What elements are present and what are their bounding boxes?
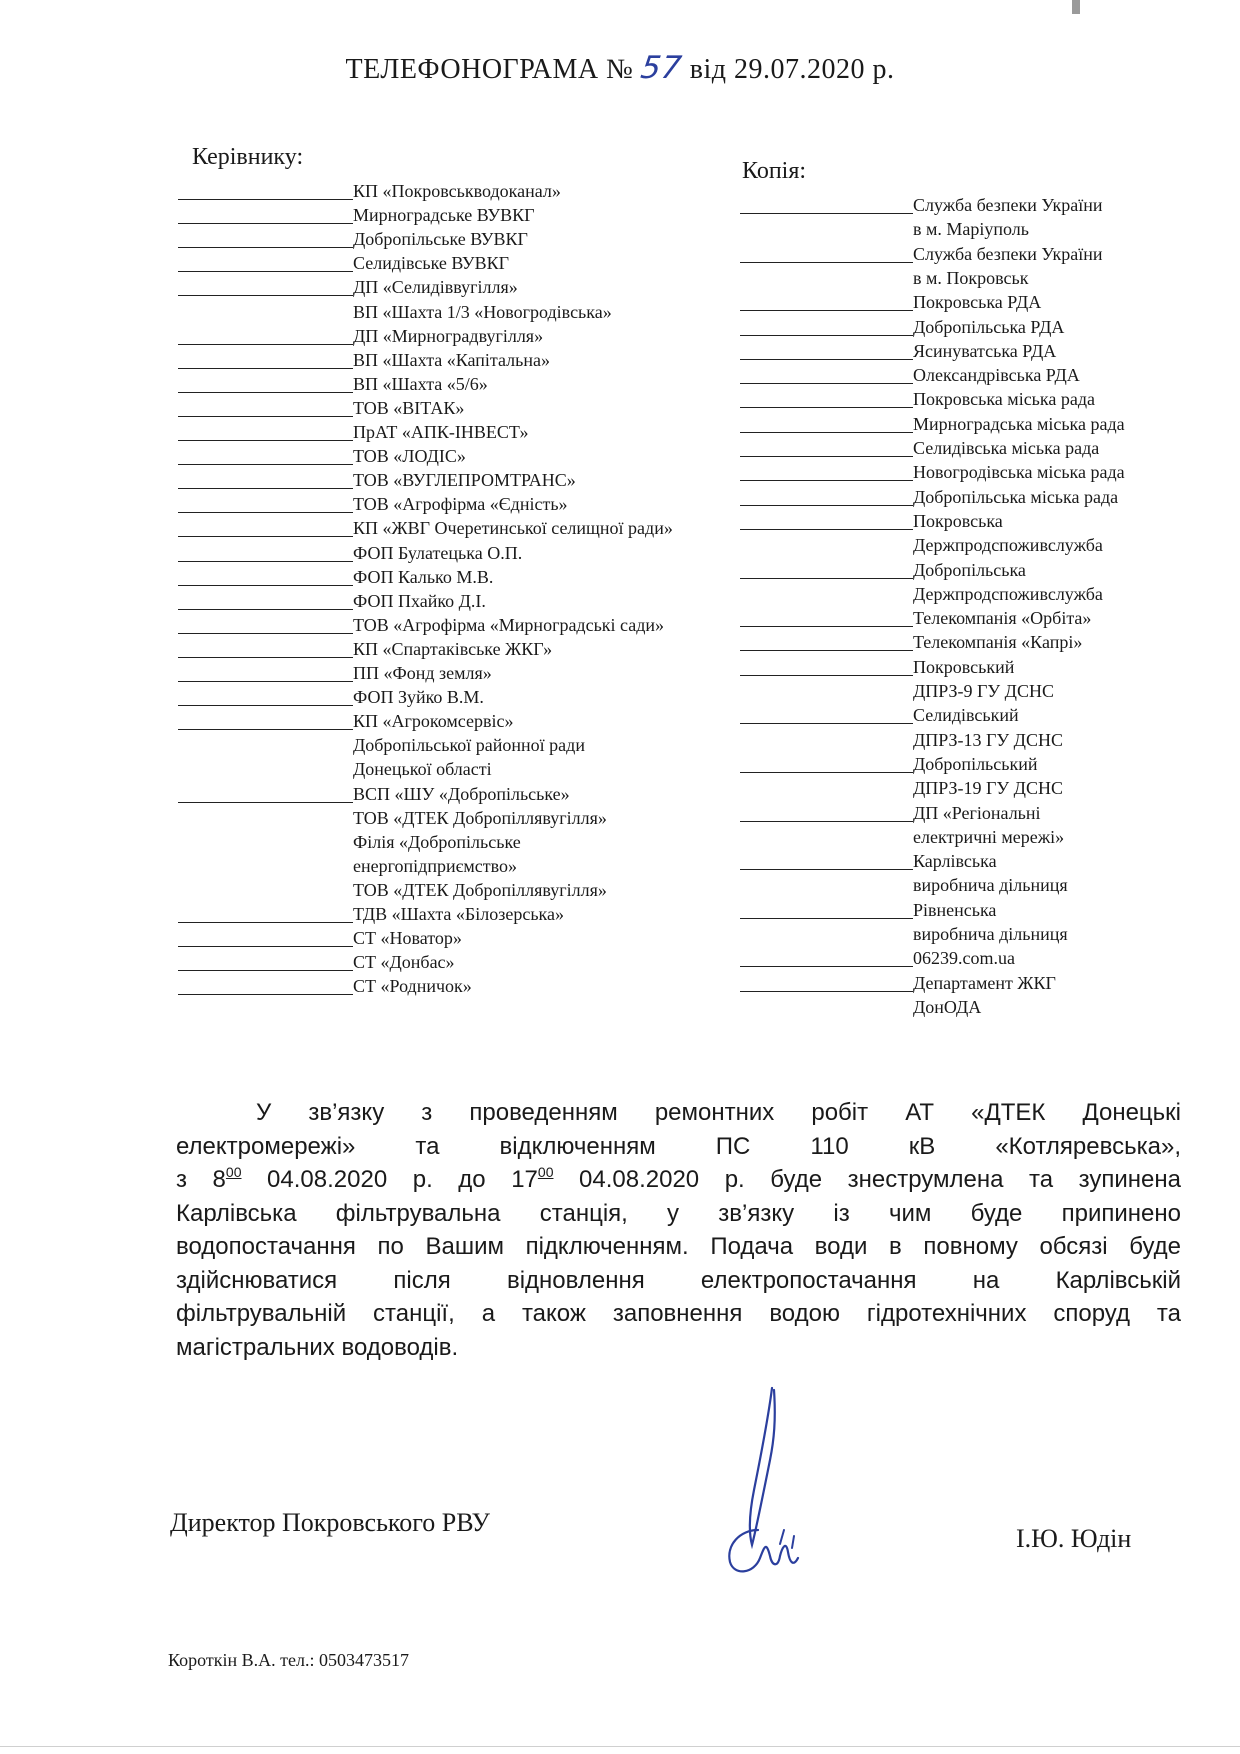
blank-line [178,705,353,706]
recipient-name-continued: ДонОДА [913,996,982,1017]
blank-line [178,536,353,537]
recipient-name: Олександрівська РДА [913,365,1080,386]
handwritten-signature [720,1380,810,1580]
recipient-name: ФОП Зуйко В.М. [353,687,484,708]
document-title [0,50,1240,86]
blank-line [740,383,913,384]
contact-footer: Короткін В.А. тел.: 0503473517 [168,1650,409,1670]
signer-name: І.Ю. Юдін [1016,1524,1132,1553]
body-line: здійснюватися після відновлення електропостачання на Карлівській [176,1266,1181,1294]
blank-line [740,335,913,336]
recipient-name-continued: Держпродспоживслужба [913,535,1103,556]
recipient-name: Покровська РДА [913,292,1042,313]
blank-line [740,650,913,651]
recipient-name: Карлівська [913,851,997,872]
recipient-name: Служба безпеки України [913,195,1103,215]
recipient-name: ТОВ «Агрофірма «Мирноградські сади» [353,614,665,635]
body-line: фільтрувальній станції, а також заповнення водою гідротехнічних споруд та [176,1300,1181,1327]
blank-line [178,994,353,995]
title-prefix: ТЕЛЕФОНОГРАМА № [345,54,634,85]
recipient-name-continued: ТОВ «ДТЕК Добропіллявугілля» [353,807,607,828]
blank-line [740,529,913,530]
blank-line [740,772,913,773]
body-line: водопостачання по Вашим підключенням. Подача води в повному обсязі буде [176,1233,1181,1260]
recipient-name: 06239.com.ua [913,948,1015,969]
recipient-name: Телекомпанія «Орбіта» [913,608,1092,629]
scan-artifact-line [0,1746,1240,1747]
recipient-name: Служба безпеки України [913,243,1103,264]
recipient-name-continued: ДПРЗ-19 ГУ ДСНС [913,778,1063,799]
recipient-name: Ясинуватська РДА [913,340,1057,361]
blank-line [178,223,353,224]
recipient-name: СТ «Донбас» [353,952,455,973]
blank-line [740,578,913,579]
scan-artifact-mark [1072,0,1080,14]
recipient-name-continued: виробнича дільниця [913,924,1068,944]
blank-line [178,271,353,272]
handwritten-number: 57 [638,50,685,86]
blank-line [178,199,353,200]
recipient-name: Добропільська РДА [913,316,1065,337]
blank-line [178,561,353,562]
blank-line [178,609,353,610]
recipient-name-continued: електричні мережі» [913,826,1065,847]
blank-line [740,432,913,433]
recipient-name: Добропільське ВУВКГ [353,229,528,250]
recipient-name: ФОП Булатецька О.П. [353,542,523,563]
blank-line [740,966,913,967]
blank-line [740,505,913,506]
recipient-name: Добропільська міська рада [913,486,1119,507]
recipient-name: Селидівська міська рада [913,438,1100,458]
recipient-name: ТОВ «Агрофірма «Єдність» [353,494,568,515]
blank-line [178,368,353,369]
recipient-name: ВСП «ШУ «Добропільське» [353,783,570,804]
recipient-name-continued: в м. Покровськ [913,267,1029,288]
blank-line [740,213,913,214]
blank-line [740,918,913,919]
blank-line [178,802,353,803]
recipient-name-continued: ВП «Шахта 1/3 «Новогродівська» [353,301,612,322]
recipient-name-continued: ДПРЗ-13 ГУ ДСНС [913,729,1063,750]
title-date: від 29.07.2020 р. [689,54,895,85]
blank-line [178,392,353,393]
body-line: електромережі» та відключенням ПС 110 кВ «Котляревська», [176,1132,1181,1160]
body-line: магістральних водоводів. [176,1333,459,1361]
recipient-name: Покровська міська рада [913,389,1095,410]
recipient-name: Селидівське ВУВКГ [353,253,510,274]
recipient-name: КП «Агрокомсервіс» [353,711,514,732]
recipient-name-continued: енергопідприємство» [353,855,517,876]
blank-line [740,407,913,408]
blank-line [178,416,353,417]
recipient-name: ДП «Селидіввугілля» [353,277,518,298]
recipient-name: ДП «Мирноградвугілля» [353,325,544,346]
blank-line [178,440,353,441]
recipient-name: ПрАТ «АПК-ІНВЕСТ» [353,422,529,442]
recipient-name: Покровський [913,656,1015,677]
recipient-name-continued: ДПРЗ-9 ГУ ДСНС [913,681,1054,701]
recipient-name: ТДВ «Шахта «Білозерська» [353,904,564,924]
recipient-name: ВП «Шахта «Капітальна» [353,349,550,370]
blank-line [740,821,913,822]
body-line-times: з $8^{00}$ 04.08.2020 р. до $17^{00}$ 04.08.2020 р. буде знеструмлена та зупинена [176,1164,1181,1193]
body-line: Карлівська фільтрувальна станція, у зв’язку із чим буде припинено [176,1199,1181,1227]
recipient-name: ТОВ «ВІТАК» [353,397,465,418]
blank-line [178,633,353,634]
blank-line [178,464,353,465]
recipient-name: Телекомпанія «Капрі» [913,632,1083,653]
recipient-name: Добропільська [913,559,1026,580]
recipient-name-continued: в м. Маріуполь [913,219,1029,240]
blank-line [178,922,353,923]
blank-line [178,247,353,248]
recipient-name: СТ «Новатор» [353,928,462,949]
blank-line [178,295,353,296]
blank-line [178,681,353,682]
time-superscript: 00 [225,1164,242,1180]
blank-line [740,456,913,457]
blank-line [178,512,353,513]
recipient-name: Рівненська [913,899,997,920]
recipient-name: КП «ЖВГ Очеретинської селищної ради» [353,518,673,539]
recipient-name-continued: виробнича дільниця [913,875,1068,896]
blank-line [178,970,353,971]
message-body [176,1096,1181,1364]
recipient-name: Мирноградське ВУВКГ [353,205,535,226]
recipient-name: ПП «Фонд земля» [353,663,492,683]
blank-line [740,991,913,992]
recipient-name-continued: Філія «Добропільське [353,831,521,852]
blank-line [740,310,913,311]
recipient-name-continued: ТОВ «ДТЕК Добропіллявугілля» [353,879,607,900]
recipient-name-continued: Донецької області [353,759,492,780]
blank-line [740,723,913,724]
recipient-name: Селидівський [913,705,1019,726]
blank-line [740,675,913,676]
recipient-name-continued: Добропільської районної ради [353,735,585,756]
blank-line [178,946,353,947]
blank-line [740,869,913,870]
time-superscript: 00 [537,1164,554,1180]
recipient-name: Добропільський [913,753,1038,774]
blank-line [740,480,913,481]
recipient-name: КП «Покровськводоканал» [353,181,561,201]
blank-line [178,729,353,730]
recipient-name: Покровська [913,510,1003,531]
recipients-heading: Керівнику: [192,144,304,170]
recipient-name: ФОП Пхайко Д.І. [353,590,486,611]
recipient-name: ФОП Калько М.В. [353,566,494,587]
blank-line [740,626,913,627]
blank-line [740,359,913,360]
blank-line [740,262,913,263]
recipient-name: ДП «Регіональні [913,802,1041,823]
blank-line [178,657,353,658]
copy-heading: Копія: [742,158,807,184]
recipient-name: КП «Спартаківське ЖКГ» [353,638,553,659]
body-line: У зв’язку з проведенням ремонтних робіт АТ «ДТЕК Донецькі [256,1099,1181,1126]
blank-line [178,344,353,345]
recipient-name: Департамент ЖКГ [913,972,1056,993]
signer-position: Директор Покровського РВУ [170,1508,490,1537]
recipient-name: Мирноградська міська рада [913,413,1125,434]
recipient-name: ТОВ «ВУГЛЕПРОМТРАНС» [353,470,576,491]
blank-line [178,488,353,489]
recipient-name-continued: Держпродспоживслужба [913,583,1103,604]
recipient-name: ВП «Шахта «5/6» [353,373,488,394]
recipient-name: Новогродівська міська рада [913,462,1125,483]
recipient-name: СТ «Родничок» [353,976,472,997]
recipient-name: ТОВ «ЛОДІС» [353,446,466,467]
blank-line [178,585,353,586]
